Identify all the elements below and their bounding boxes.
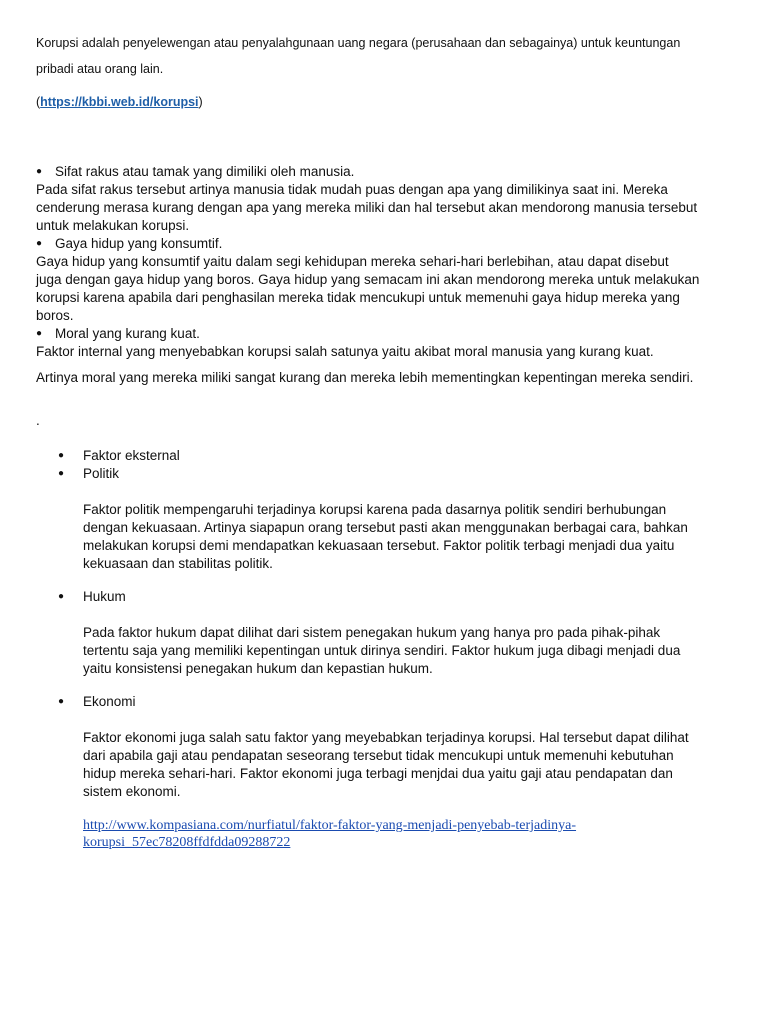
- internal-bullet-1: Sifat rakus atau tamak yang dimiliki oleh manusia.: [55, 164, 355, 179]
- ekonomi-line-1: Faktor ekonomi juga salah satu faktor yang meyebabkan terjadinya korupsi. Hal tersebut dapat dilihat: [83, 730, 689, 745]
- ekonomi-line-4: sistem ekonomi.: [83, 784, 181, 799]
- kbbi-link[interactable]: https://kbbi.web.id/korupsi: [40, 95, 199, 109]
- intro-line-1: Korupsi adalah penyelewengan atau penyalahgunaan uang negara (perusahaan dan sebagainya) untuk keuntungan: [36, 36, 681, 50]
- bullet-icon: ●: [36, 238, 43, 249]
- intro-line-2: pribadi atau orang lain.: [36, 62, 164, 76]
- bullet-icon: ●: [58, 591, 65, 602]
- kompasiana-link-line-1[interactable]: http://www.kompasiana.com/nurfiatul/faktor-faktor-yang-menjadi-penyebab-terjadinya-: [83, 818, 577, 833]
- internal-bullet-2: Gaya hidup yang konsumtif.: [55, 236, 223, 251]
- stray-dot: .: [36, 413, 40, 428]
- hukum-line-3: yaitu konsistensi penegakan hukum dan kepastian hukum.: [83, 661, 433, 676]
- bullet-icon: ●: [36, 166, 43, 177]
- kompasiana-link-line-2[interactable]: korupsi_57ec78208ffdfdda09288722: [83, 835, 291, 850]
- hukum-line-1: Pada faktor hukum dapat dilihat dari sistem penegakan hukum yang hanya pro pada pihak-pihak: [83, 625, 661, 640]
- internal-paragraph-2-line-4: boros.: [36, 308, 74, 323]
- internal-paragraph-4: Artinya moral yang mereka miliki sangat kurang dan mereka lebih mementingkan kepentingan mereka sendiri.: [36, 370, 694, 385]
- politik-line-3: melakukan korupsi demi mendapatkan kekuasaan tersebut. Faktor politik terbagi menjadi dua yaitu: [83, 538, 675, 553]
- bullet-icon: ●: [36, 328, 43, 339]
- bullet-icon: ●: [58, 696, 65, 707]
- internal-bullet-3: Moral yang kurang kuat.: [55, 326, 200, 341]
- hukum-line-2: tertentu saja yang memiliki kepentingan untuk dirinya sendiri. Faktor hukum juga dibagi menjadi dua: [83, 643, 681, 658]
- source-close-paren: ): [198, 95, 203, 109]
- bullet-icon: ●: [58, 450, 65, 461]
- internal-paragraph-2-line-3: korupsi karena apabila dari penghasilan mereka tidak mencukupi untuk memenuhi gaya hidup mereka yang: [36, 290, 680, 305]
- politik-line-2: dengan kekuasaan. Artinya siapapun orang tersebut pasti akan menggunakan berbagai cara, bahkan: [83, 520, 688, 535]
- external-bullet-1: Faktor eksternal: [83, 448, 180, 463]
- external-bullet-ekonomi: Ekonomi: [83, 694, 136, 709]
- internal-paragraph-1-line-1: Pada sifat rakus tersebut artinya manusia tidak mudah puas dengan apa yang dimilikinya saat ini. Mereka: [36, 182, 668, 197]
- external-bullet-politik: Politik: [83, 466, 120, 481]
- ekonomi-line-3: hidup mereka sehari-hari. Faktor ekonomi juga terbagi menjdai dua yaitu gaji atau pendapatan dan: [83, 766, 673, 781]
- ekonomi-line-2: dari apabila gaji atau pendapatan seseorang tersebut tidak mencukupi untuk memenuhi kebutuhan: [83, 748, 674, 763]
- external-bullet-hukum: Hukum: [83, 589, 126, 604]
- source-open-paren: (: [36, 95, 41, 109]
- internal-paragraph-3: Faktor internal yang menyebabkan korupsi salah satunya yaitu akibat moral manusia yang kurang kuat.: [36, 344, 654, 359]
- internal-paragraph-2-line-2: juga dengan gaya hidup yang boros. Gaya hidup yang semacam ini akan mendorong mereka untuk melakukan: [36, 272, 700, 287]
- internal-paragraph-1-line-2: cenderung merasa kurang dengan apa yang mereka miliki dan hal tersebut akan mendorong manusia tersebut: [36, 200, 698, 215]
- source-citation: [36, 94, 203, 110]
- politik-line-4: kekuasaan dan stabilitas politik.: [83, 556, 273, 571]
- bullet-icon: ●: [58, 468, 65, 479]
- internal-paragraph-2-line-1: Gaya hidup yang konsumtif yaitu dalam segi kehidupan mereka sehari-hari berlebihan, atau dapat disebut: [36, 254, 669, 269]
- politik-line-1: Faktor politik mempengaruhi terjadinya korupsi karena pada dasarnya politik sendiri berhubungan: [83, 502, 667, 517]
- internal-paragraph-1-line-3: untuk melakukan korupsi.: [36, 218, 190, 233]
